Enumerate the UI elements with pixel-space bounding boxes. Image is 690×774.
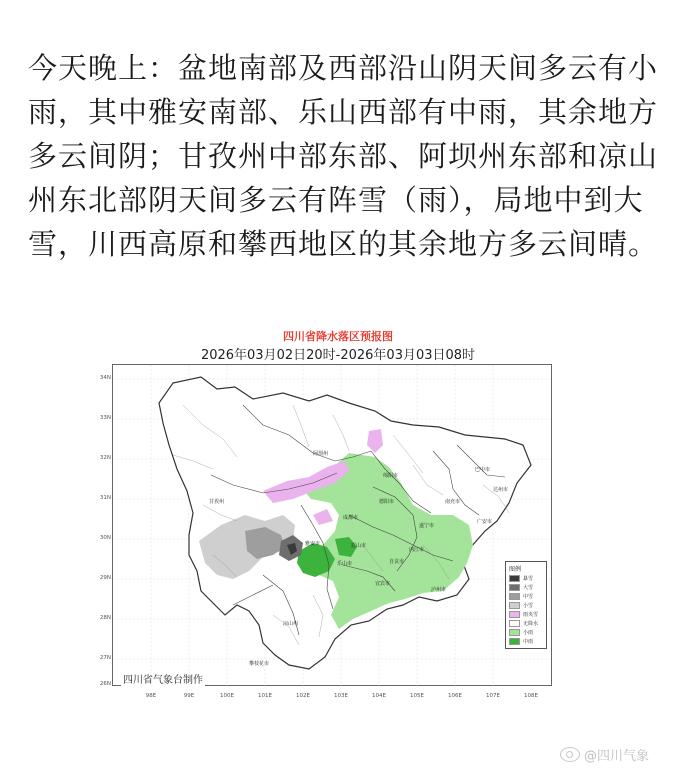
city-label-bazhong: 巴中市 — [475, 467, 491, 473]
precipitation-map — [99, 326, 564, 712]
legend-swatch — [509, 629, 520, 636]
city-label-liangshan: 凉山州 — [283, 621, 299, 627]
map-drawing — [113, 365, 553, 687]
lat-label: 32N — [99, 455, 111, 461]
lon-label: 101E — [258, 693, 272, 699]
lon-label: 104E — [372, 693, 386, 699]
legend-swatch — [509, 593, 520, 600]
city-label-suining: 遂宁市 — [419, 523, 435, 529]
legend-swatch — [509, 584, 520, 591]
legend-swatch — [509, 611, 520, 618]
lat-label: 33N — [99, 415, 111, 421]
city-label-panzhihua: 攀枝花市 — [249, 661, 270, 667]
lon-label: 108E — [524, 693, 538, 699]
lon-label: 102E — [296, 693, 310, 699]
legend-swatch — [509, 575, 520, 582]
lon-label: 98E — [145, 693, 157, 699]
lat-label: 31N — [99, 495, 111, 501]
legend-item — [509, 628, 543, 637]
legend-item — [509, 601, 543, 610]
city-label-luzhou: 泸州市 — [431, 587, 447, 593]
weibo-watermark — [560, 745, 649, 764]
map-title: 四川省降水落区预报图 — [283, 330, 393, 343]
city-label-ganzi: 甘孜州 — [209, 499, 225, 505]
city-label-leshan: 乐山市 — [337, 561, 353, 567]
map-frame — [99, 364, 552, 699]
city-label-yibin: 宜宾市 — [375, 581, 391, 587]
lat-label: 29N — [99, 575, 111, 581]
city-label-dazhou: 达州市 — [493, 487, 509, 493]
legend-label: 小雨 — [523, 630, 534, 636]
lat-label: 26N — [99, 681, 111, 687]
city-label-aba: 阿坝州 — [313, 451, 329, 457]
legend-label: 大雪 — [523, 585, 534, 591]
post-text — [28, 46, 664, 266]
legend-swatch — [509, 602, 520, 609]
legend-label: 中雨 — [523, 639, 534, 645]
post-body: 今天晚上：盆地南部及西部沿山阴天间多云有小雨，其中雅安南部、乐山西部有中雨，其余地方多云间阴；甘孜州中部东部、阿坝州东部和凉山州东北部阴天间多云有阵雪（雨），局地中到大雪，川西高原和攀西地区的其余地方多云间晴。 — [28, 51, 659, 261]
legend-item — [509, 592, 543, 601]
legend-item — [509, 574, 543, 583]
legend-label: 中雪 — [523, 594, 534, 600]
lon-label: 106E — [448, 693, 462, 699]
watermark-text: @四川气象 — [584, 749, 650, 764]
city-label-zigong: 自贡市 — [389, 559, 405, 565]
city-label-mianyang: 绵阳市 — [383, 473, 399, 479]
weibo-icon — [560, 747, 580, 762]
map-subtitle: 2026年03月02日20时-2026年03月03日08时 — [200, 348, 476, 363]
city-label-guangan: 广安市 — [477, 519, 493, 525]
lat-label: 27N — [99, 655, 111, 661]
legend-label: 小雪 — [523, 603, 534, 609]
lon-label: 99E — [183, 693, 195, 699]
lon-label: 100E — [220, 693, 234, 699]
lon-label: 105E — [410, 693, 424, 699]
legend-label: 无降水 — [523, 621, 539, 627]
city-label-chengdu: 成都市 — [343, 515, 359, 521]
legend-item — [509, 619, 543, 628]
lat-label: 30N — [99, 535, 111, 541]
city-label-meishan: 眉山市 — [351, 543, 367, 549]
city-label-deyang: 德阳市 — [379, 499, 395, 505]
legend-item — [509, 637, 543, 646]
city-label-yaan: 雅安市 — [305, 541, 321, 547]
lat-label: 28N — [99, 615, 111, 621]
legend-label: 暴雪 — [523, 576, 534, 582]
map-credit: 四川省气象台制作 — [121, 671, 205, 686]
lon-label: 107E — [486, 693, 500, 699]
city-label-neijiang: 内江市 — [409, 547, 425, 553]
legend-item — [509, 583, 543, 592]
city-label-nanchong: 南充市 — [445, 499, 461, 505]
legend-title: 图例 — [509, 566, 522, 573]
lat-label: 34N — [99, 375, 111, 381]
legend-label: 雨夹雪 — [523, 612, 539, 618]
legend-swatch — [509, 620, 520, 627]
map-legend — [505, 561, 547, 649]
legend-item — [509, 610, 543, 619]
legend-swatch — [509, 638, 520, 645]
lon-label: 103E — [334, 693, 348, 699]
